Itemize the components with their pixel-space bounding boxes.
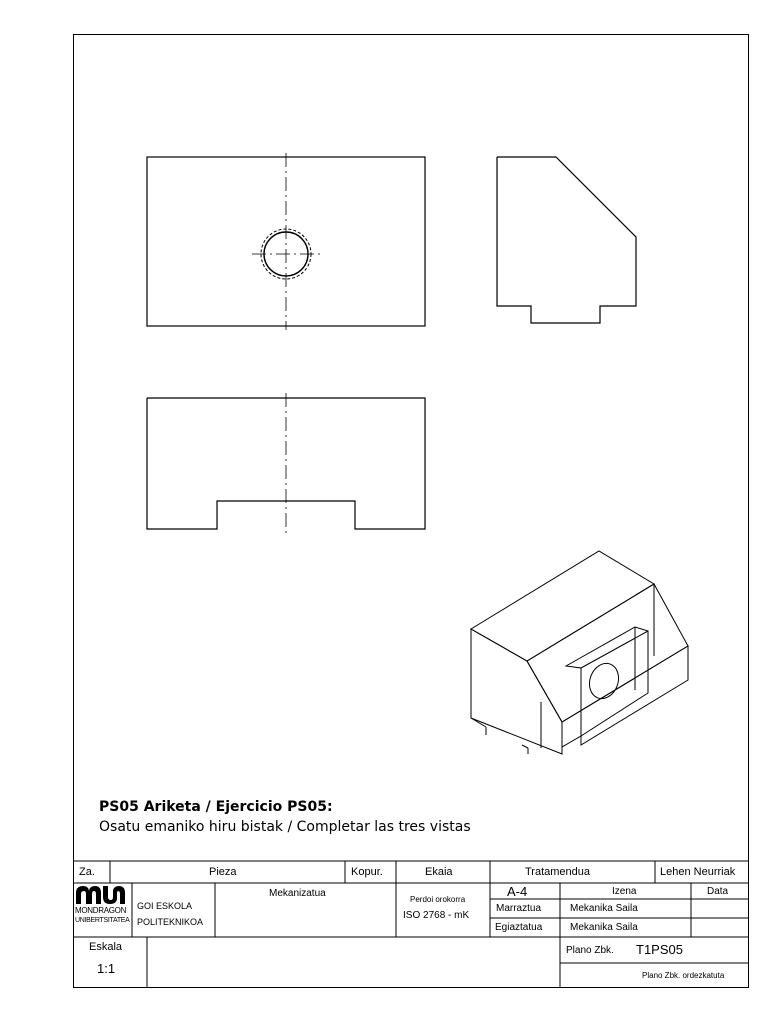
header-pieza: Pieza [209,866,237,878]
mondragon-logo-mark [76,886,125,904]
plano-zbk-value: T1PS05 [636,942,683,957]
sheet-size: A-4 [507,884,528,899]
egiaztatua-label: Egiaztatua [495,922,543,933]
exercise-instructions: Osatu emaniko hiru bistak / Completar las tres vistas [99,819,471,835]
plano-zbk-label: Plano Zbk. [566,945,614,956]
logo-text-unibertsitatea: UNIBERTSITATEA [75,917,130,924]
izena-label: Izena [612,886,637,897]
header-ekaia: Ekaia [425,866,453,878]
exercise-title: PS05 Ariketa / Ejercicio PS05: [99,799,333,815]
isometric-view [471,551,688,754]
school-name-line2: POLITEKNIKOA [137,917,204,927]
header-lehen-neurriak: Lehen Neurriak [660,866,736,878]
side-view [497,157,636,323]
scale-value: 1:1 [97,961,116,976]
tolerance-standard: ISO 2768 - mK [403,910,470,921]
data-label: Data [707,886,729,897]
logo-text-mondragon: MONDRAGON [75,906,127,915]
tolerance-label: Perdoi orokorra [410,895,466,904]
school-name-line1: GOI ESKOLA [137,901,193,911]
marraztua-name: Mekanika Saila [570,903,638,914]
header-tratamendua: Tratamendua [525,866,591,878]
top-view [147,393,425,535]
plano-ordezkatuta-label: Plano Zbk. ordezkatuta [642,971,725,980]
egiaztatua-name: Mekanika Saila [570,922,638,933]
scale-label: Eskala [89,941,123,953]
marraztua-label: Marraztua [496,903,542,914]
process-value: Mekanizatua [269,888,326,899]
front-view [147,153,425,330]
header-za: Za. [79,866,95,878]
header-kopur: Kopur. [351,866,383,878]
